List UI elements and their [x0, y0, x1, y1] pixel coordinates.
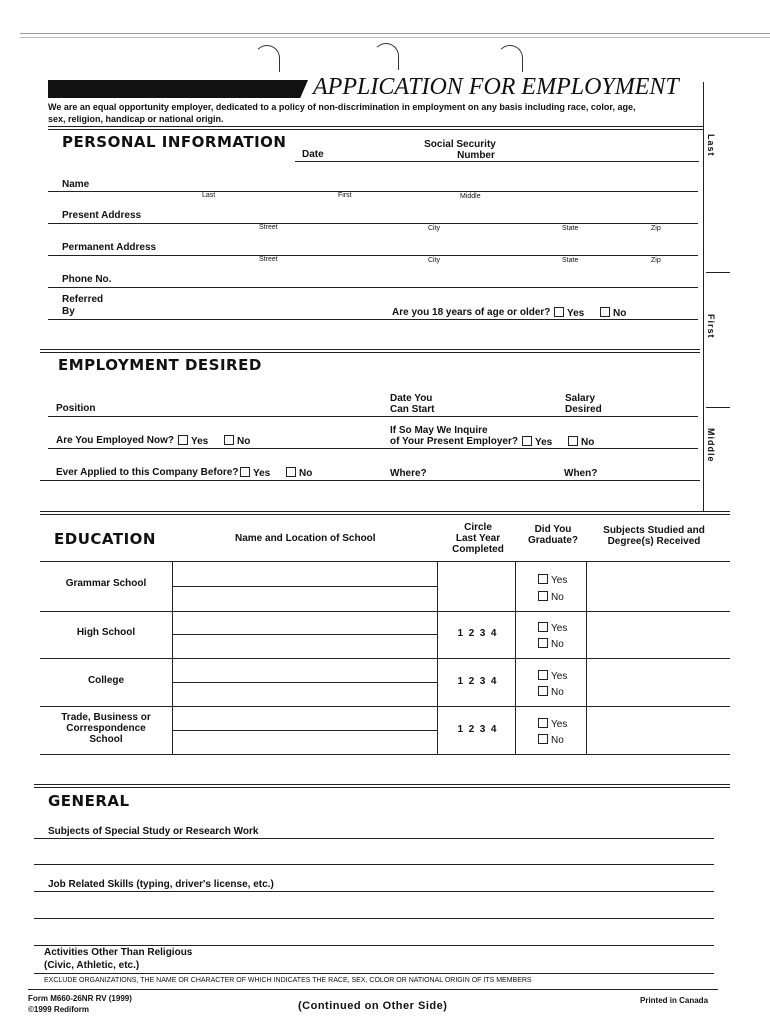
name-label: Name [62, 179, 90, 190]
phone-label: Phone No. [62, 274, 112, 285]
no-label: No [581, 437, 595, 448]
side-label-last: Last [706, 134, 716, 157]
special-study-line-2[interactable] [34, 864, 714, 865]
title-bar [48, 80, 308, 98]
binder-hole [497, 45, 523, 72]
high-school-grad-no[interactable] [538, 638, 564, 650]
employed-line[interactable] [48, 448, 698, 449]
col-circle-header-3: Completed [452, 544, 504, 555]
no-label: No [551, 592, 564, 603]
referred-label-line1: Referred [62, 294, 104, 305]
name-line[interactable] [48, 191, 698, 192]
copyright: ©1999 Rediform [28, 1005, 90, 1014]
table-line [40, 706, 730, 707]
salary-label-line2: Desired [565, 404, 602, 415]
checkbox-icon[interactable] [286, 467, 296, 477]
table-vline [515, 561, 516, 754]
yes-label: Yes [191, 436, 209, 447]
side-tick [706, 272, 730, 273]
checkbox-icon[interactable] [538, 591, 548, 601]
yes-label: Yes [535, 437, 553, 448]
exclude-note: EXCLUDE ORGANIZATIONS, THE NAME OR CHARACTER OF WHICH INDICATES THE RACE, SEX, COLOR OR NATIONAL ORIGIN OF ITS MEMBERS [44, 977, 532, 984]
form-number: Form M660-26NR RV (1999) [28, 994, 132, 1003]
inquire-yes-option[interactable] [522, 436, 552, 448]
permanent-state-sublabel: State [562, 257, 579, 264]
grammar-grad-yes[interactable] [538, 574, 567, 586]
table-vline [586, 561, 587, 754]
printed-in: Printed in Canada [640, 996, 709, 1005]
top-scan-line [20, 33, 770, 34]
table-line [40, 754, 730, 755]
checkbox-icon[interactable] [178, 435, 188, 445]
applied-yes-option[interactable] [240, 467, 270, 479]
page-title: APPLICATION FOR EMPLOYMENT [313, 74, 679, 100]
section-divider [34, 784, 730, 785]
employed-no-option[interactable] [224, 435, 250, 447]
name-first-sublabel: First [338, 192, 352, 199]
yes-label: Yes [551, 671, 568, 682]
checkbox-icon[interactable] [240, 467, 250, 477]
grammar-grad-no[interactable] [538, 591, 564, 603]
no-label: No [551, 639, 564, 650]
employment-desired-heading: EMPLOYMENT DESIRED [58, 356, 262, 374]
checkbox-icon[interactable] [538, 718, 548, 728]
school-line[interactable] [172, 730, 437, 731]
date-start-label-line1: Date You [390, 393, 433, 404]
section-divider [40, 511, 730, 512]
present-street-sublabel: Street [259, 224, 278, 231]
yes-label: Yes [551, 719, 568, 730]
years-circle-high-school[interactable]: 1 2 3 4 [457, 628, 497, 639]
checkbox-icon[interactable] [538, 574, 548, 584]
section-divider [34, 787, 730, 788]
side-tick [706, 407, 730, 408]
activities-label-line2: (Civic, Athletic, etc.) [44, 960, 140, 971]
col-grad-header-1: Did You [534, 524, 572, 535]
permanent-street-sublabel: Street [259, 256, 278, 263]
checkbox-icon[interactable] [538, 670, 548, 680]
section-divider [40, 514, 730, 515]
checkbox-icon[interactable] [538, 638, 548, 648]
right-margin-line [703, 82, 704, 512]
school-line[interactable] [172, 586, 437, 587]
checkbox-icon[interactable] [554, 307, 564, 317]
employed-now-question: Are You Employed Now? [56, 435, 174, 446]
date-start-label-line2: Can Start [390, 404, 435, 415]
ssn-label-line2: Number [457, 150, 495, 161]
present-address-line[interactable] [48, 223, 698, 224]
salary-label-line1: Salary [565, 393, 596, 404]
school-line[interactable] [172, 682, 437, 683]
row-college: College [87, 675, 125, 686]
checkbox-icon[interactable] [538, 622, 548, 632]
side-label-middle: Middle [706, 428, 716, 463]
personal-info-heading: PERSONAL INFORMATION [62, 133, 287, 151]
table-vline [437, 561, 438, 754]
when-label: When? [564, 468, 598, 479]
no-label: No [551, 687, 564, 698]
no-label: No [613, 308, 627, 319]
permanent-address-label: Permanent Address [62, 242, 157, 253]
high-school-grad-yes[interactable] [538, 622, 567, 634]
no-label: No [299, 468, 313, 479]
row-trade-line2: Correspondence [66, 723, 146, 734]
referred-label-line2: By [62, 306, 75, 317]
table-line [40, 658, 730, 659]
employed-yes-option[interactable] [178, 435, 208, 447]
inquire-label-line1: If So May We Inquire [390, 425, 488, 436]
checkbox-icon[interactable] [522, 436, 532, 446]
education-heading: EDUCATION [54, 530, 156, 548]
inquire-label-line2: of Your Present Employer? [390, 436, 518, 447]
row-trade-line1: Trade, Business or [61, 712, 151, 723]
name-middle-sublabel: Middle [460, 193, 481, 200]
job-skills-line-3[interactable] [34, 945, 714, 946]
age-no-option[interactable] [600, 307, 626, 319]
row-high-school: High School [76, 627, 136, 638]
date-ssn-line[interactable] [295, 161, 699, 162]
age-question: Are you 18 years of age or older? [392, 307, 551, 318]
age-yes-option[interactable] [554, 307, 584, 319]
yes-label: Yes [551, 575, 568, 586]
position-label: Position [56, 403, 96, 414]
footer-divider [28, 989, 718, 990]
present-address-label: Present Address [62, 210, 142, 221]
ssn-label-line1: Social Security [424, 139, 496, 150]
referred-line[interactable] [48, 319, 698, 320]
position-line[interactable] [48, 416, 698, 417]
present-state-sublabel: State [562, 225, 579, 232]
section-divider [40, 349, 700, 350]
present-city-sublabel: City [428, 225, 441, 232]
checkbox-icon[interactable] [538, 734, 548, 744]
yes-label: Yes [567, 308, 585, 319]
permanent-zip-sublabel: Zip [651, 257, 661, 264]
trade-grad-no[interactable] [538, 734, 564, 746]
col-subj-header-2: Degree(s) Received [607, 536, 701, 547]
no-label: No [551, 735, 564, 746]
row-trade-line3: School [89, 734, 123, 745]
permanent-city-sublabel: City [428, 257, 441, 264]
applied-no-option[interactable] [286, 467, 312, 479]
section-divider [40, 352, 700, 353]
side-label-first: First [706, 314, 716, 339]
checkbox-icon[interactable] [224, 435, 234, 445]
present-zip-sublabel: Zip [651, 225, 661, 232]
applied-line[interactable] [40, 480, 700, 481]
activities-line[interactable] [34, 973, 714, 974]
eeo-statement-line2: sex, religion, handicap or national origin. [48, 114, 224, 124]
eeo-statement-line1: We are an equal opportunity employer, dedicated to a policy of non-discrimination in employment on any basis including race, color, age, [48, 102, 636, 112]
table-vline [172, 561, 173, 754]
activities-label-line1: Activities Other Than Religious [44, 947, 193, 958]
school-line[interactable] [172, 634, 437, 635]
college-grad-no[interactable] [538, 686, 564, 698]
divider [48, 126, 703, 127]
general-heading: GENERAL [48, 792, 130, 810]
col-subj-header-1: Subjects Studied and [603, 525, 705, 536]
divider [48, 129, 703, 130]
special-study-label: Subjects of Special Study or Research Work [48, 826, 259, 837]
col-circle-header-2: Last Year [455, 533, 501, 544]
special-study-line[interactable] [34, 838, 714, 839]
where-label: Where? [390, 468, 427, 479]
col-circle-header-1: Circle [464, 522, 492, 533]
no-label: No [237, 436, 251, 447]
yes-label: Yes [551, 623, 568, 634]
continued-note: (Continued on Other Side) [298, 1000, 448, 1012]
binder-hole [254, 45, 280, 72]
phone-line[interactable] [48, 287, 698, 288]
col-grad-header-2: Graduate? [527, 535, 578, 546]
table-line [40, 561, 730, 562]
yes-label: Yes [253, 468, 271, 479]
checkbox-icon[interactable] [538, 686, 548, 696]
date-label: Date [302, 149, 324, 160]
job-skills-line[interactable] [34, 891, 714, 892]
checkbox-icon[interactable] [568, 436, 578, 446]
col-school-header: Name and Location of School [235, 533, 376, 544]
job-skills-line-2[interactable] [34, 918, 714, 919]
checkbox-icon[interactable] [600, 307, 610, 317]
binder-hole [373, 43, 399, 70]
top-scan-line-2 [20, 37, 770, 38]
applied-before-question: Ever Applied to this Company Before? [56, 467, 239, 478]
college-grad-yes[interactable] [538, 670, 567, 682]
inquire-no-option[interactable] [568, 436, 594, 448]
table-line [40, 611, 730, 612]
name-last-sublabel: Last [202, 192, 216, 199]
job-skills-label: Job Related Skills (typing, driver's license, etc.) [48, 879, 274, 890]
trade-grad-yes[interactable] [538, 718, 567, 730]
row-grammar-school: Grammar School [65, 578, 147, 589]
years-circle-college[interactable]: 1 2 3 4 [457, 676, 497, 687]
permanent-address-line[interactable] [48, 255, 698, 256]
years-circle-trade[interactable]: 1 2 3 4 [457, 724, 497, 735]
